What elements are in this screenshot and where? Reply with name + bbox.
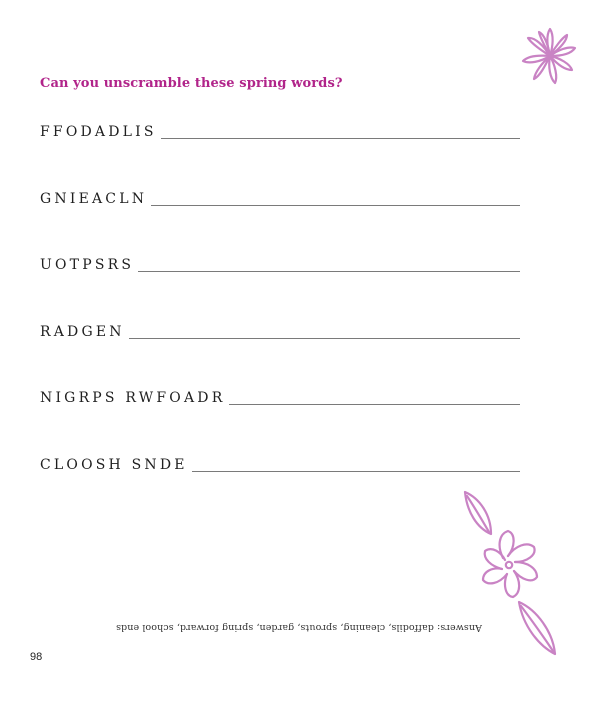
flower-icon [515,26,585,92]
scrambled-word: CLOOSH SNDE [40,456,188,473]
flower-with-leaves-icon [455,486,565,661]
puzzle-row [40,451,520,473]
puzzle-list [40,118,520,518]
scrambled-word: RADGEN [40,323,125,340]
answer-line[interactable] [192,470,520,472]
page-title: Can you unscramble these spring words? [40,76,343,91]
puzzle-row [40,185,520,207]
puzzle-row [40,318,520,340]
answer-line[interactable] [229,403,520,405]
puzzle-row [40,251,520,273]
puzzle-row [40,118,520,140]
puzzle-row [40,384,520,406]
scrambled-word: UOTPSRS [40,257,135,274]
scrambled-word: NIGRPS RWFOADR [40,390,226,407]
answer-line[interactable] [151,204,520,206]
scrambled-word: FFODADLIS [40,124,157,140]
answer-line[interactable] [138,270,520,272]
answer-line[interactable] [161,137,520,139]
answers-upside-down: Answers: daffodils, cleaning, sprouts, garden, spring forward, school ends [116,622,482,633]
answer-line[interactable] [129,337,520,339]
page-number: 98 [30,651,43,663]
scrambled-word: GNIEACLN [40,190,148,207]
